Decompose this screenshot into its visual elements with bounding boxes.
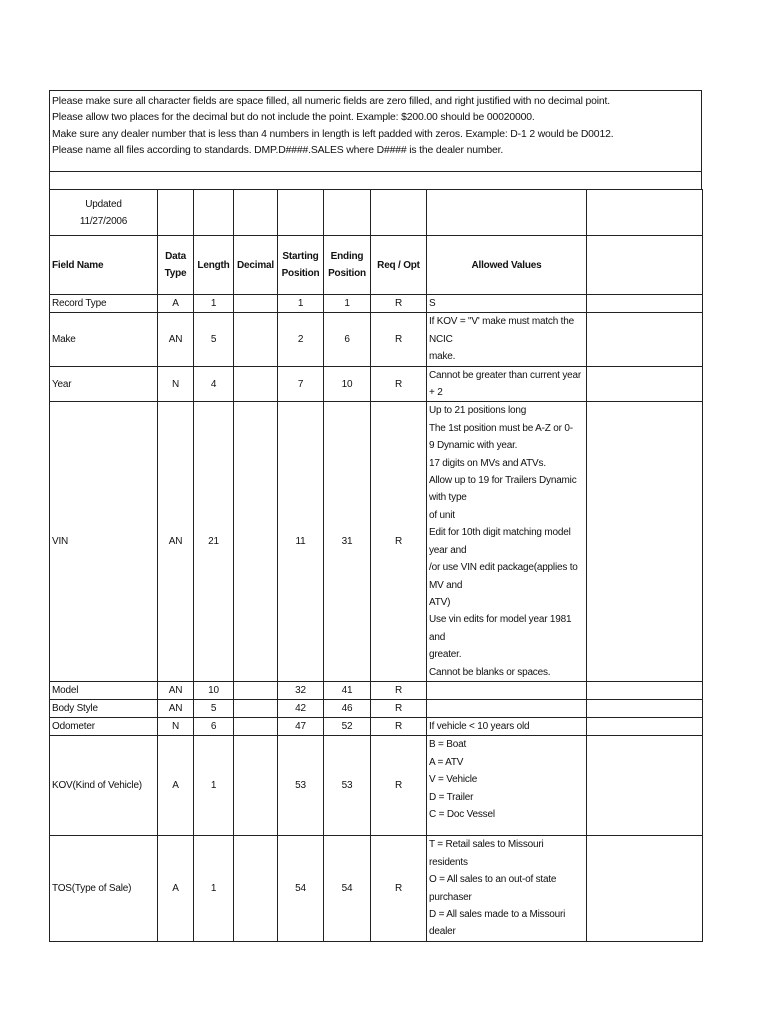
allowed-values-cell <box>427 366 587 402</box>
allowed-value-line: D = All sales made to a Missouri dealer <box>429 908 566 938</box>
req-opt-cell: R <box>371 366 427 402</box>
allowed-value-line: B = Boat <box>429 739 467 751</box>
updated-row <box>50 190 703 236</box>
starting-position-cell: 54 <box>278 836 324 941</box>
length-cell: 1 <box>194 836 234 941</box>
req-opt-cell: R <box>371 736 427 836</box>
decimal-cell <box>234 366 278 402</box>
decimal-cell <box>234 681 278 699</box>
data-type-cell: N <box>158 366 194 402</box>
allowed-values-cell <box>427 736 587 836</box>
instruction-line: Please allow two places for the decimal but do not include the point. Example: $200.00 should be 00020000. <box>52 112 535 124</box>
field-name-cell: Year <box>50 366 158 402</box>
allowed-value-line: Edit for 10th digit matching model year and <box>429 527 571 556</box>
allowed-value-line: The 1st position must be A-Z or 0- <box>429 422 573 434</box>
empty-cell <box>587 366 703 402</box>
length-cell: 1 <box>194 736 234 836</box>
allowed-value-line: C = Doc Vessel <box>429 808 495 820</box>
instruction-line: Please make sure all character fields are space filled, all numeric fields are zero filled, and right justified with no decimal point. <box>52 96 611 107</box>
data-type-cell: AN <box>158 402 194 682</box>
length-cell: 1 <box>194 295 234 313</box>
allowed-values-cell <box>427 836 587 941</box>
decimal-cell <box>234 402 278 682</box>
header-req-opt: Req / Opt <box>371 236 427 295</box>
allowed-value-line: Cannot be greater than current year + 2 <box>429 369 581 399</box>
allowed-value-line: If vehicle < 10 years old <box>429 720 530 732</box>
allowed-value-line: ATV) <box>429 596 451 608</box>
allowed-values-cell <box>427 295 587 313</box>
field-name-cell: Body Style <box>50 699 158 717</box>
starting-position-cell: 47 <box>278 717 324 735</box>
spacer-row <box>49 172 702 189</box>
allowed-value-line: O = All sales to an out-of state purchaser <box>429 874 557 903</box>
empty-cell <box>587 313 703 366</box>
empty-cell <box>587 836 703 941</box>
updated-label: Updated <box>85 198 122 210</box>
allowed-value-line: /or use VIN edit package(applies to MV and <box>429 562 578 591</box>
table-row <box>50 736 703 836</box>
data-type-cell: N <box>158 717 194 735</box>
updated-cell <box>50 190 158 236</box>
table-row <box>50 836 703 941</box>
req-opt-cell: R <box>371 681 427 699</box>
field-name-cell: TOS(Type of Sale) <box>50 836 158 941</box>
header-empty <box>587 236 703 295</box>
length-cell: 21 <box>194 402 234 682</box>
empty-cell <box>587 699 703 717</box>
empty-cell <box>587 402 703 682</box>
starting-position-cell: 11 <box>278 402 324 682</box>
data-type-cell: A <box>158 736 194 836</box>
header-decimal: Decimal <box>234 236 278 295</box>
allowed-value-line: Use vin edits for model year 1981 and <box>429 614 572 643</box>
empty-cell <box>587 295 703 313</box>
ending-position-cell: 46 <box>324 699 371 717</box>
data-type-cell: A <box>158 295 194 313</box>
ending-position-cell: 1 <box>324 295 371 313</box>
allowed-value-line: If KOV = "V' make must match the NCIC <box>429 316 574 345</box>
req-opt-cell: R <box>371 699 427 717</box>
allowed-value-line: T = Retail sales to Missouri residents <box>429 839 544 868</box>
empty-cell <box>587 717 703 735</box>
data-type-cell: AN <box>158 313 194 366</box>
starting-position-cell: 53 <box>278 736 324 836</box>
data-type-cell: AN <box>158 681 194 699</box>
ending-position-cell: 54 <box>324 836 371 941</box>
decimal-cell <box>234 836 278 941</box>
instruction-line: Please name all files according to standards. DMP.D####.SALES where D#### is the dealer number. <box>52 145 504 157</box>
instructions-box <box>49 90 702 172</box>
length-cell: 4 <box>194 366 234 402</box>
header-starting-position: Starting Position <box>278 236 324 295</box>
field-layout-table <box>49 189 703 942</box>
field-name-cell: Make <box>50 313 158 366</box>
header-data-type: Data Type <box>158 236 194 295</box>
allowed-value-line: Cannot be blanks or spaces. <box>429 666 551 678</box>
data-type-cell: AN <box>158 699 194 717</box>
allowed-value-line: 17 digits on MVs and ATVs. <box>429 457 546 469</box>
decimal-cell <box>234 313 278 366</box>
decimal-cell <box>234 717 278 735</box>
allowed-value-line: 9 Dynamic with year. <box>429 440 518 452</box>
ending-position-cell: 41 <box>324 681 371 699</box>
starting-position-cell: 32 <box>278 681 324 699</box>
req-opt-cell: R <box>371 717 427 735</box>
starting-position-cell: 2 <box>278 313 324 366</box>
ending-position-cell: 10 <box>324 366 371 402</box>
ending-position-cell: 52 <box>324 717 371 735</box>
ending-position-cell: 31 <box>324 402 371 682</box>
table-row <box>50 295 703 313</box>
req-opt-cell: R <box>371 313 427 366</box>
table-row <box>50 402 703 682</box>
length-cell: 10 <box>194 681 234 699</box>
starting-position-cell: 1 <box>278 295 324 313</box>
allowed-values-cell <box>427 402 587 682</box>
allowed-values-cell <box>427 313 587 366</box>
header-ending-position: Ending Position <box>324 236 371 295</box>
field-name-cell: Odometer <box>50 717 158 735</box>
allowed-value-line: Allow up to 19 for Trailers Dynamic with type <box>429 475 577 504</box>
header-row <box>50 236 703 295</box>
length-cell: 5 <box>194 699 234 717</box>
allowed-value-line: V = Vehicle <box>429 774 478 786</box>
allowed-value-line: of unit <box>429 509 455 521</box>
table-row <box>50 681 703 699</box>
spreadsheet-page <box>49 90 702 942</box>
allowed-value-line: Up to 21 positions long <box>429 405 527 417</box>
decimal-cell <box>234 295 278 313</box>
allowed-value-line: S <box>429 298 436 309</box>
allowed-values-cell <box>427 699 587 717</box>
table-row <box>50 717 703 735</box>
field-name-cell: KOV(Kind of Vehicle) <box>50 736 158 836</box>
instruction-line: Make sure any dealer number that is less than 4 numbers in length is left padded with zeros. Example: D-1 2 would be D0012. <box>52 128 614 140</box>
updated-date: 11/27/2006 <box>79 215 128 227</box>
allowed-value-line: D = Trailer <box>429 791 474 803</box>
allowed-value-line: greater. <box>429 649 462 661</box>
table-row <box>50 366 703 402</box>
table-row <box>50 699 703 717</box>
req-opt-cell: R <box>371 295 427 313</box>
data-type-cell: A <box>158 836 194 941</box>
decimal-cell <box>234 699 278 717</box>
header-field-name: Field Name <box>50 236 158 295</box>
field-name-cell: Record Type <box>50 295 158 313</box>
empty-cell <box>587 736 703 836</box>
ending-position-cell: 6 <box>324 313 371 366</box>
field-name-cell: Model <box>50 681 158 699</box>
decimal-cell <box>234 736 278 836</box>
starting-position-cell: 42 <box>278 699 324 717</box>
allowed-value-line: A = ATV <box>429 756 464 768</box>
length-cell: 6 <box>194 717 234 735</box>
allowed-value-line: make. <box>429 351 456 363</box>
allowed-values-cell <box>427 717 587 735</box>
header-length: Length <box>194 236 234 295</box>
req-opt-cell: R <box>371 836 427 941</box>
length-cell: 5 <box>194 313 234 366</box>
empty-cell <box>587 681 703 699</box>
ending-position-cell: 53 <box>324 736 371 836</box>
allowed-values-cell <box>427 681 587 699</box>
req-opt-cell: R <box>371 402 427 682</box>
table-row <box>50 313 703 366</box>
field-name-cell: VIN <box>50 402 158 682</box>
starting-position-cell: 7 <box>278 366 324 402</box>
header-allowed-values: Allowed Values <box>427 236 587 295</box>
